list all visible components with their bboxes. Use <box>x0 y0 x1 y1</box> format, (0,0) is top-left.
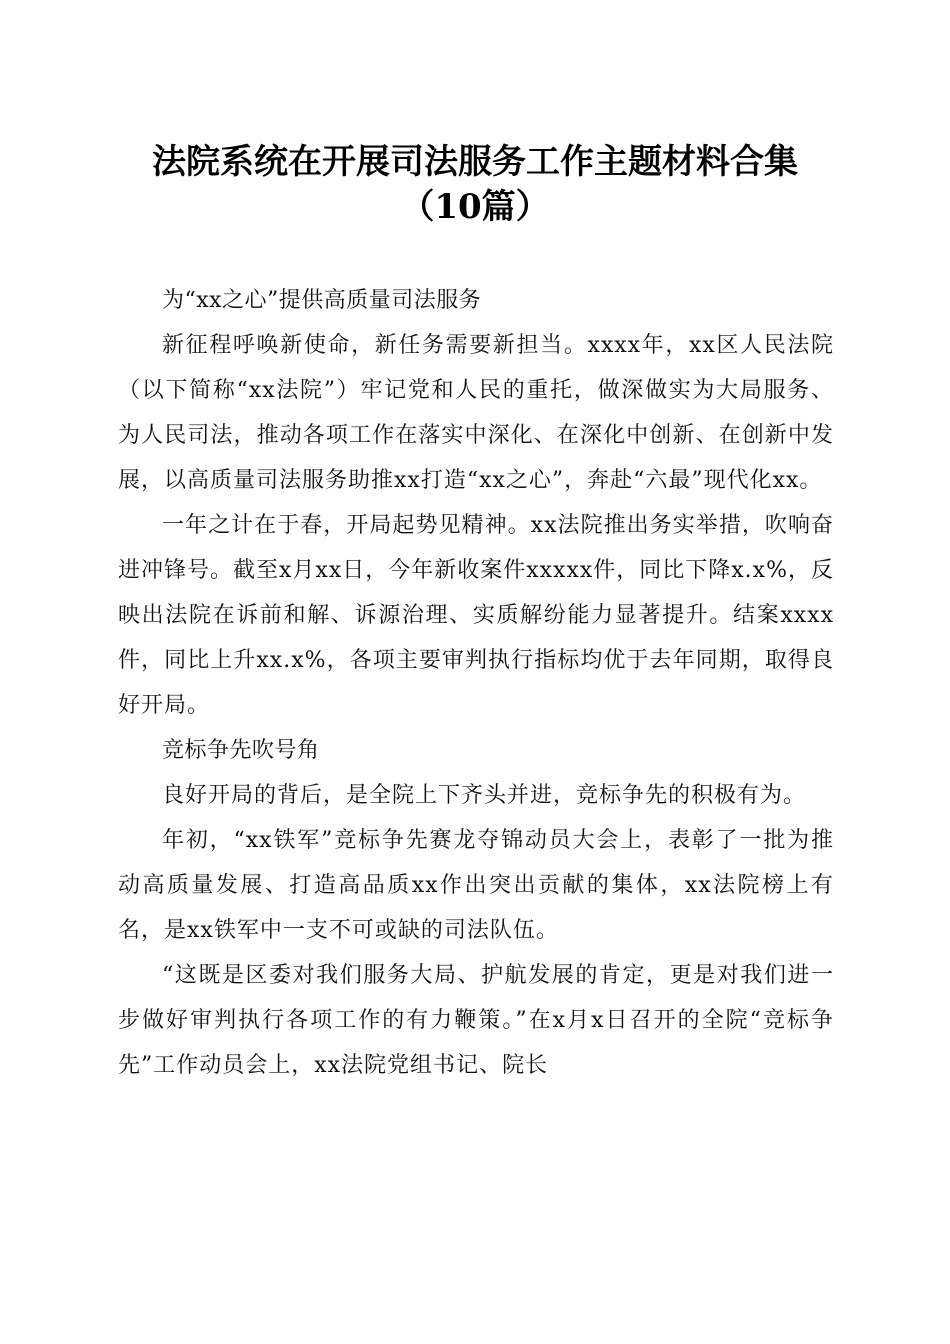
paragraph: 良好开局的背后，是全院上下齐头并进，竞标争先的积极有为。 <box>162 783 807 808</box>
document-title: 法院系统在开展司法服务工作主题材料合集 <box>152 142 798 182</box>
section-heading: 竞标争先吹号角 <box>162 738 320 763</box>
section-heading: 为“xx之心”提供高质量司法服务 <box>162 288 482 313</box>
paragraph: 新征程呼唤新使命，新任务需要新担当。xxxx年，xx区人民法院（以下简称“xx法院”）牢记党和人民的重托，做深做实为大局服务、为人民司法，推动各项工作在落实中深化、在深化中创新、在创新中发展，以高质量司法服务助推xx打造“xx之心”，奔赴“六最”现代化xx。 <box>118 333 834 493</box>
document-subtitle: （10篇） <box>400 187 550 227</box>
paragraph: 一年之计在于春，开局起势见精神。xx法院推出务实举措，吹响奋进冲锋号。截至x月xx日，今年新收案件xxxxx件，同比下降x.x%，反映出法院在诉前和解、诉源治理、实质解纷能力显著提升。结案xxxx件，同比上升xx.x%，各项主要审判执行指标均优于去年同期，取得良好开局。 <box>118 513 834 718</box>
document-body <box>118 278 834 1088</box>
paragraph: “这既是区委对我们服务大局、护航发展的肯定，更是对我们进一步做好审判执行各项工作的有力鞭策。”在x月x日召开的全院“竞标争先”工作动员会上，xx法院党组书记、院长 <box>118 963 834 1078</box>
paragraph: 年初，“xx铁军”竞标争先赛龙夺锦动员大会上，表彰了一批为推动高质量发展、打造高品质xx作出突出贡献的集体，xx法院榜上有名，是xx铁军中一支不可或缺的司法队伍。 <box>118 828 834 943</box>
